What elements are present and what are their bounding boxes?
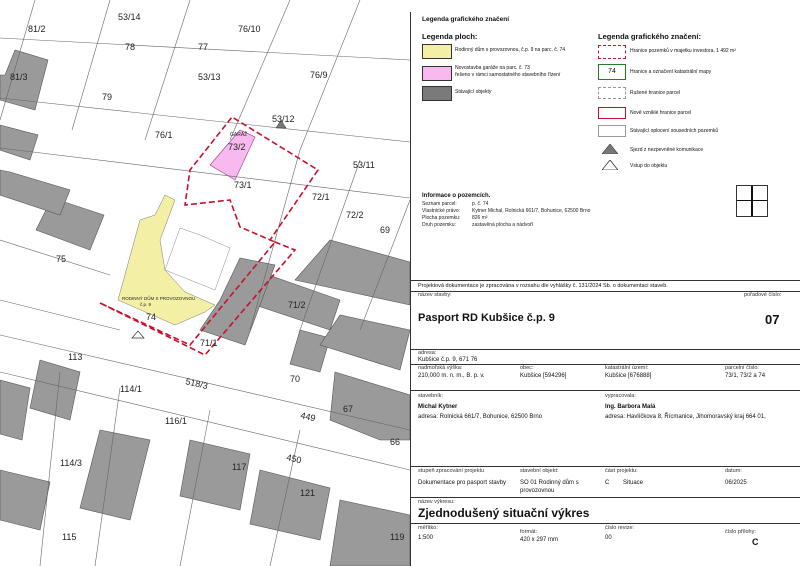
- legend-new-boundary: Nově vzniklé hranice parcel: [630, 110, 692, 116]
- info-title: Informace o pozemcích.: [422, 193, 491, 199]
- tb-object-label: stavební objekt:: [520, 468, 559, 474]
- parcel-label: 71/2: [288, 300, 306, 310]
- garage-label: GARÁŽ: [230, 132, 248, 138]
- parcel-label: 518/3: [184, 376, 209, 392]
- parcel-label: 74: [146, 312, 157, 322]
- sample-cadastral: 74: [598, 64, 626, 80]
- info-value: p. č. 74: [472, 201, 489, 207]
- road-access-icon: [602, 144, 618, 154]
- parcel-label: 71/1: [200, 338, 218, 348]
- entrance-icon: [132, 331, 144, 338]
- sample-fence: [598, 125, 626, 137]
- parcel-label: 53/13: [198, 72, 221, 82]
- tb-ku-label: katastrální území:: [605, 365, 649, 371]
- parcel-label: 117: [232, 462, 247, 472]
- tb-stage-label: stupeň zpracování projektu: [418, 468, 485, 474]
- parcel-label: 70: [290, 374, 301, 384]
- parcel-label: 114/1: [120, 384, 142, 394]
- parcel-label: 72/2: [346, 210, 364, 220]
- parcel-label: 115: [62, 532, 77, 542]
- tb-builder: Michal Kytner: [418, 404, 458, 410]
- tb-name-label: název stavby:: [418, 292, 452, 298]
- tb-att-label: číslo přílohy:: [725, 529, 756, 535]
- parcel-label: 449: [299, 410, 317, 424]
- parcel-label: 81/2: [28, 24, 46, 34]
- swatch-existing: [422, 86, 452, 101]
- legend-existing: Stávající objekty: [455, 89, 492, 95]
- tb-part: Situace: [623, 480, 644, 486]
- sample-new-boundary: [598, 107, 626, 119]
- tb-altitude: 210,000 m. n. m., B. p. v.: [418, 373, 485, 379]
- legend-entrance: Vstup do objektu: [630, 163, 668, 169]
- tb-drawing-label: název výkresu:: [418, 499, 455, 505]
- sample-cancelled: [598, 87, 626, 99]
- tb-rev: 00: [605, 535, 612, 541]
- swatch-house: [422, 44, 452, 59]
- tb-line: [410, 466, 800, 467]
- tb-object-2: provozovnou: [520, 488, 555, 494]
- parcel-label: 75: [56, 254, 67, 264]
- parcel-label: 66: [390, 437, 401, 447]
- parcel-label: 53/12: [272, 114, 295, 124]
- legend-road-access: Sjezd z nezpevněné komunikace: [630, 147, 704, 153]
- tb-address-label: adresa:: [418, 350, 437, 356]
- parcel-label: 76/9: [310, 70, 328, 80]
- north-arrow-icon: [736, 185, 768, 217]
- tb-author-label: vypracovala:: [605, 393, 636, 399]
- tb-altitude-label: nadmořská výška:: [418, 365, 463, 371]
- parcel-label: 76/1: [155, 130, 173, 140]
- tb-format: 420 x 297 mm: [520, 537, 559, 543]
- parcel-label: 113: [68, 352, 83, 362]
- parcel-label: 450: [285, 452, 303, 466]
- legend-house: Rodinný dům s provozovnou, č.p. 9 na parc. č. 74: [455, 47, 566, 53]
- info-value: zastavěná plocha a nádvoří: [472, 222, 534, 228]
- tb-obec-label: obec:: [520, 365, 534, 371]
- parcel-label: 76/10: [238, 24, 261, 34]
- tb-obec: Kubšice [594296]: [520, 373, 567, 379]
- tb-stage: Dokumentace pro pasport stavby: [418, 480, 507, 486]
- info-value: 826 m²: [472, 215, 488, 221]
- parcel-label: 114/3: [60, 458, 82, 468]
- legend-fence: Stávající oplocení sousedních pozemků: [630, 128, 719, 134]
- parcel-label: 78: [125, 42, 136, 52]
- sample-investor-boundary: [598, 45, 626, 59]
- tb-part-label: část projektu:: [605, 468, 638, 474]
- tb-format-label: formát:: [520, 529, 538, 535]
- info-key: Vlastnické právo:: [422, 208, 461, 214]
- parcel-label: 116/1: [165, 416, 187, 426]
- legend-investor-boundary: Hranice pozemků v majetku investora, 1 492 m²: [630, 48, 736, 54]
- tb-ku: Kubšice [676888]: [605, 373, 652, 379]
- info-key: Druh pozemku:: [422, 222, 456, 228]
- info-key: Seznam parcel:: [422, 201, 457, 207]
- legend-and-title-panel: [410, 0, 800, 566]
- tb-line: [410, 291, 800, 292]
- tb-object: SO 01 Rodinný dům s: [520, 480, 579, 486]
- parcel-label: 53/14: [118, 12, 141, 22]
- graphic-legend-title: Legenda grafického značení:: [598, 32, 701, 41]
- tb-scale: 1:500: [418, 535, 434, 541]
- entrance-icon: [602, 160, 618, 170]
- parcel-label: 121: [300, 488, 316, 498]
- parcel-label: 73/1: [234, 180, 252, 190]
- tb-note: Projektová dokumentace je zpracována v rozsahu dle vyhlášky č. 131/2024 Sb. o dokumentaci staveb.: [418, 283, 668, 289]
- tb-builder-addr: adresa: Rolnická 661/7, Bohunice, 62500 Brno: [418, 414, 543, 420]
- swatch-garage: [422, 66, 452, 81]
- tb-att: C: [752, 537, 759, 547]
- tb-line: [410, 280, 800, 281]
- tb-drawing: Zjednodušený situační výkres: [418, 506, 590, 520]
- tb-author-addr: adresa: Havlíčkova 8, Řícmanice, Jihomoravský kraj 664 01,: [605, 414, 766, 420]
- legend-title: Legenda grafického značení: [422, 16, 510, 23]
- tb-author: Ing. Barbora Malá: [605, 404, 656, 410]
- tb-builder-label: stavebník:: [418, 393, 444, 399]
- tb-date: 06/2025: [725, 480, 747, 486]
- tb-rev-label: číslo revize:: [605, 525, 635, 531]
- tb-parcel-label: parcelní číslo:: [725, 365, 759, 371]
- tb-address: Kubšice č.p. 9, 671 76: [418, 357, 478, 363]
- house-cp-label: č.p. 9: [140, 302, 152, 307]
- panel-divider: [410, 12, 411, 566]
- tb-line: [410, 523, 800, 524]
- house-label: RODINNÝ DŮM S PROVOZOVNOU: [122, 296, 196, 301]
- parcel-label: 73/2: [228, 142, 246, 152]
- parcel-label: 119: [390, 532, 405, 542]
- parcel-label: 69: [380, 225, 391, 235]
- legend-cadastral: Hranice a označení katastrální mapy: [630, 69, 712, 75]
- tb-parcel: 73/1, 73/2 a 74: [725, 373, 766, 379]
- legend-cancelled: Rušené hranice parcel: [630, 90, 681, 96]
- parcel-label: 72/1: [312, 192, 330, 202]
- tb-date-label: datum:: [725, 468, 742, 474]
- parcel-label: 77: [198, 42, 209, 52]
- tb-scale-label: měřítko:: [418, 525, 438, 531]
- tb-part-code: C: [605, 480, 610, 486]
- parcel-label: 67: [343, 404, 354, 414]
- tb-line: [410, 349, 800, 350]
- areas-legend-title: Legenda ploch:: [422, 32, 478, 41]
- parcel-label: 81/3: [10, 72, 28, 82]
- tb-order: 07: [765, 312, 780, 327]
- tb-order-label: pořadové číslo:: [744, 292, 782, 298]
- tb-line: [410, 497, 800, 498]
- legend-garage: Novostavba garáže na parc. č. 73: [455, 65, 530, 71]
- tb-line: [410, 390, 800, 391]
- tb-name: Pasport RD Kubšice č.p. 9: [418, 312, 555, 324]
- info-value: Kytner Michal, Rolnická 661/7, Bohunice, 62500 Brno: [472, 208, 591, 214]
- parcel-label: 79: [102, 92, 113, 102]
- legend-garage-note: řešeno v rámci samostatného stavebního řízení: [455, 72, 561, 78]
- parcel-label: 53/11: [353, 160, 375, 170]
- info-key: Plocha pozemku:: [422, 215, 461, 221]
